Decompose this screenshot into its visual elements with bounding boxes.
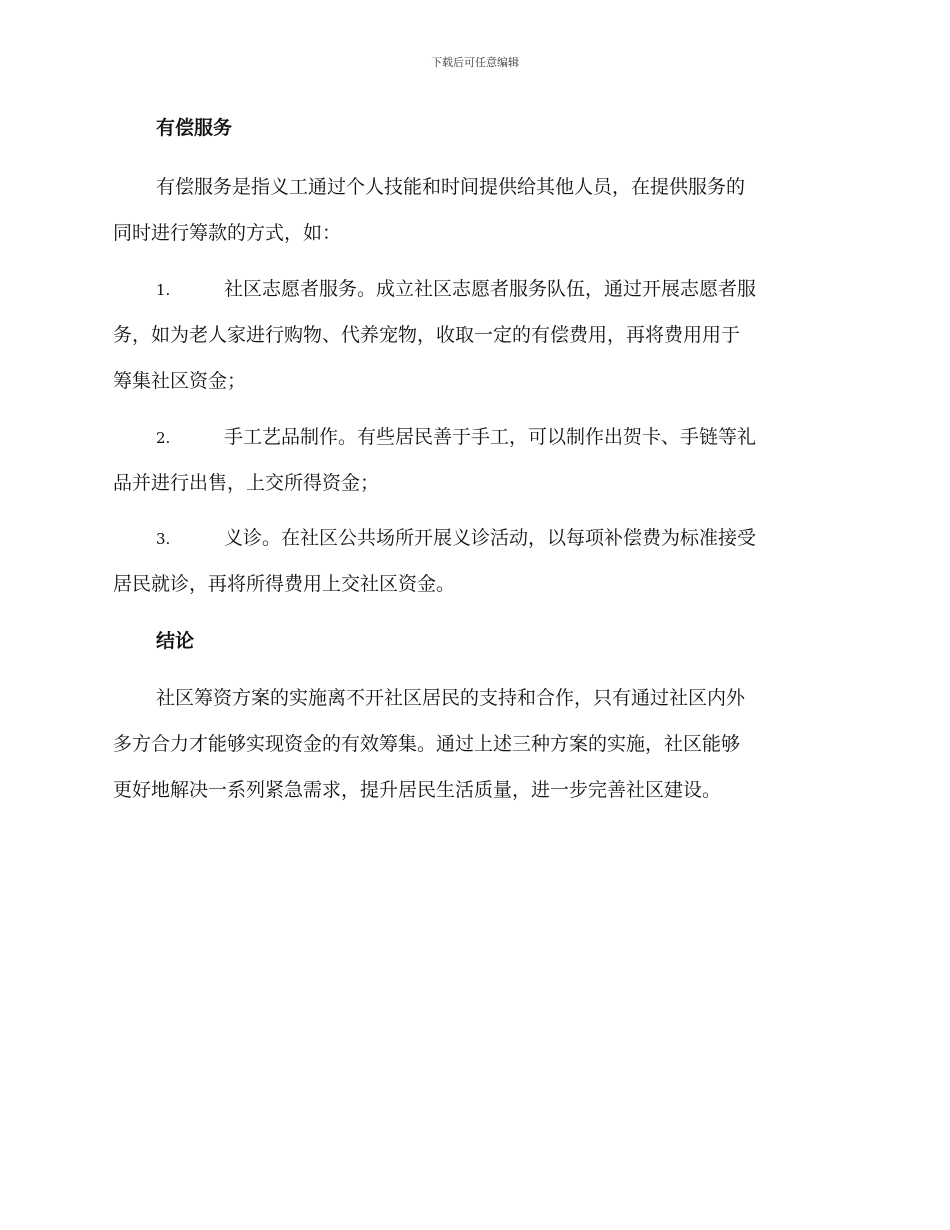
text-line: 同时进行筹款的方式，如： xyxy=(113,222,342,244)
list-number: 3. xyxy=(156,530,171,548)
list-item-3 xyxy=(113,515,835,607)
list-number: 2. xyxy=(156,429,171,447)
text-line: 义诊。在社区公共场所开展义诊活动，以每项补偿费为标准接受 xyxy=(224,527,757,549)
list-item-2 xyxy=(113,414,835,506)
section-heading-paid-service: 有偿服务 xyxy=(156,117,233,139)
text-line: 有偿服务是指义工通过个人技能和时间提供给其他人员，在提供服务的 xyxy=(156,176,746,198)
page-header: 下载后可任意编辑 xyxy=(431,56,519,69)
text-line: 品并进行出售，上交所得资金； xyxy=(113,472,380,494)
paragraph-conclusion xyxy=(113,675,835,813)
text-line: 筹集社区资金； xyxy=(113,370,247,392)
section-heading-conclusion: 结论 xyxy=(156,630,195,652)
list-number: 1. xyxy=(156,281,171,299)
text-line: 社区筹资方案的实施离不开社区居民的支持和合作，只有通过社区内外 xyxy=(156,687,746,709)
text-line: 多方合力才能够实现资金的有效筹集。通过上述三种方案的实施，社区能够 xyxy=(113,733,741,755)
text-line: 社区志愿者服务。成立社区志愿者服务队伍，通过开展志愿者服 xyxy=(224,278,757,300)
paragraph-paid-service-intro xyxy=(113,164,835,256)
text-line: 务，如为老人家进行购物、代养宠物，收取一定的有偿费用，再将费用用于 xyxy=(113,324,741,346)
text-line: 手工艺品制作。有些居民善于手工，可以制作出贺卡、手链等礼 xyxy=(224,426,757,448)
list-item-1 xyxy=(113,266,835,404)
text-line: 更好地解决一系列紧急需求，提升居民生活质量，进一步完善社区建设。 xyxy=(113,779,722,801)
text-line: 居民就诊，再将所得费用上交社区资金。 xyxy=(113,573,456,595)
